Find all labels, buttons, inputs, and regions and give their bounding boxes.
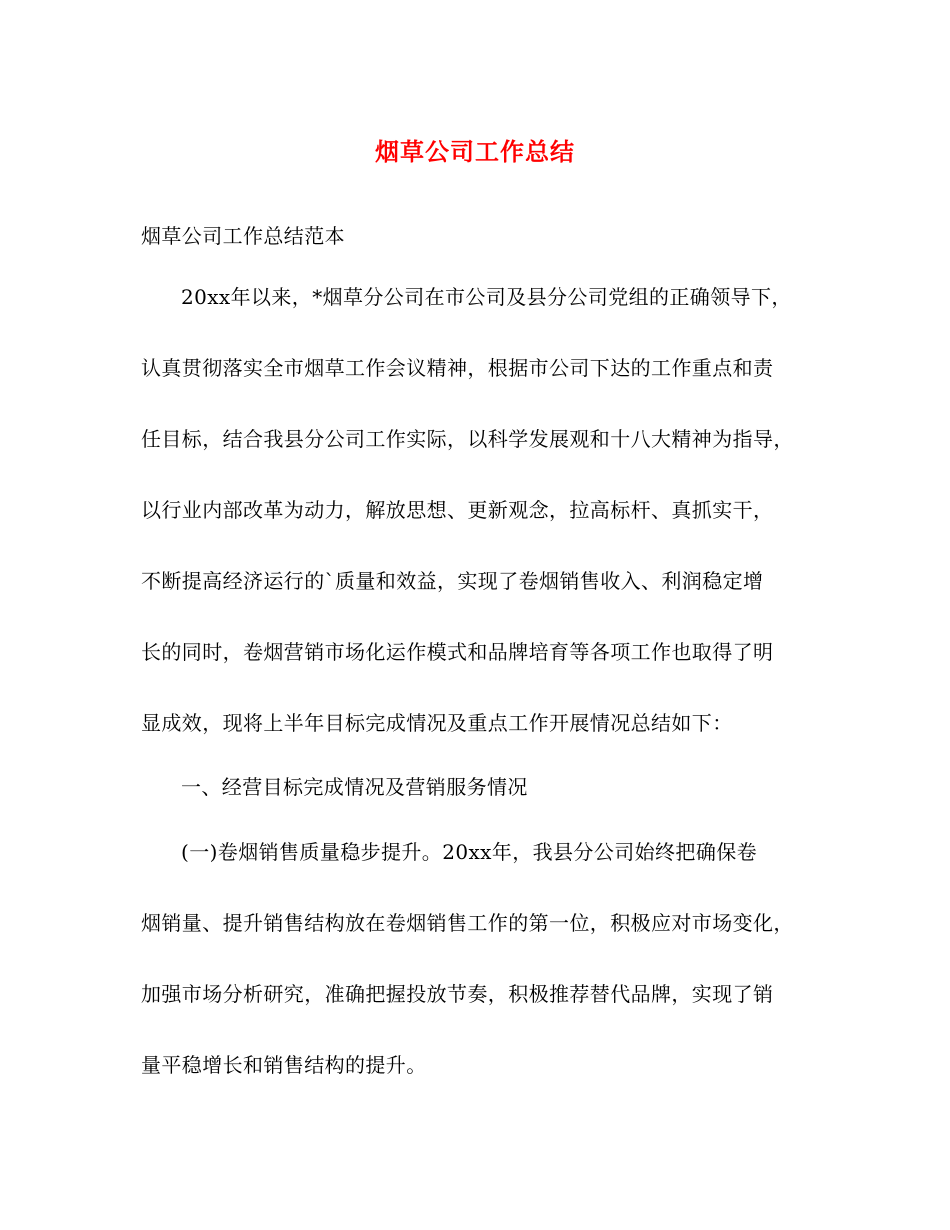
paragraph-line: 不断提高经济运行的`质量和效益，实现了卷烟销售收入、利润稳定增 [141,569,764,593]
paragraph-line: 烟销量、提升销售结构放在卷烟销售工作的第一位，积极应对市场变化， [141,911,794,935]
paragraph-line: 认真贯彻落实全市烟草工作会议精神，根据市公司下达的工作重点和责 [141,356,774,380]
document-title: 烟草公司工作总结 [375,137,575,166]
document-subtitle: 烟草公司工作总结范本 [141,224,345,248]
paragraph-line: 显成效，现将上半年目标完成情况及重点工作开展情况总结如下： [141,711,733,735]
paragraph-line: 量平稳增长和销售结构的提升。 [141,1053,427,1077]
paragraph-line: 加强市场分析研究，准确把握投放节奏，积极推荐替代品牌，实现了销 [141,982,774,1006]
paragraph-line: (一)卷烟销售质量稳步提升。20xx年，我县分公司始终把确保卷 [181,840,758,864]
paragraph-line: 以行业内部改革为动力，解放思想、更新观念，拉高标杆、真抓实干， [141,498,774,522]
section-heading: 一、经营目标完成情况及营销服务情况 [181,775,528,799]
paragraph-line: 任目标，结合我县分公司工作实际，以科学发展观和十八大精神为指导， [141,427,794,451]
paragraph-line: 长的同时，卷烟营销市场化运作模式和品牌培育等各项工作也取得了明 [141,640,774,664]
paragraph-line: 20xx年以来，*烟草分公司在市公司及县分公司党组的正确领导下， [181,285,792,309]
